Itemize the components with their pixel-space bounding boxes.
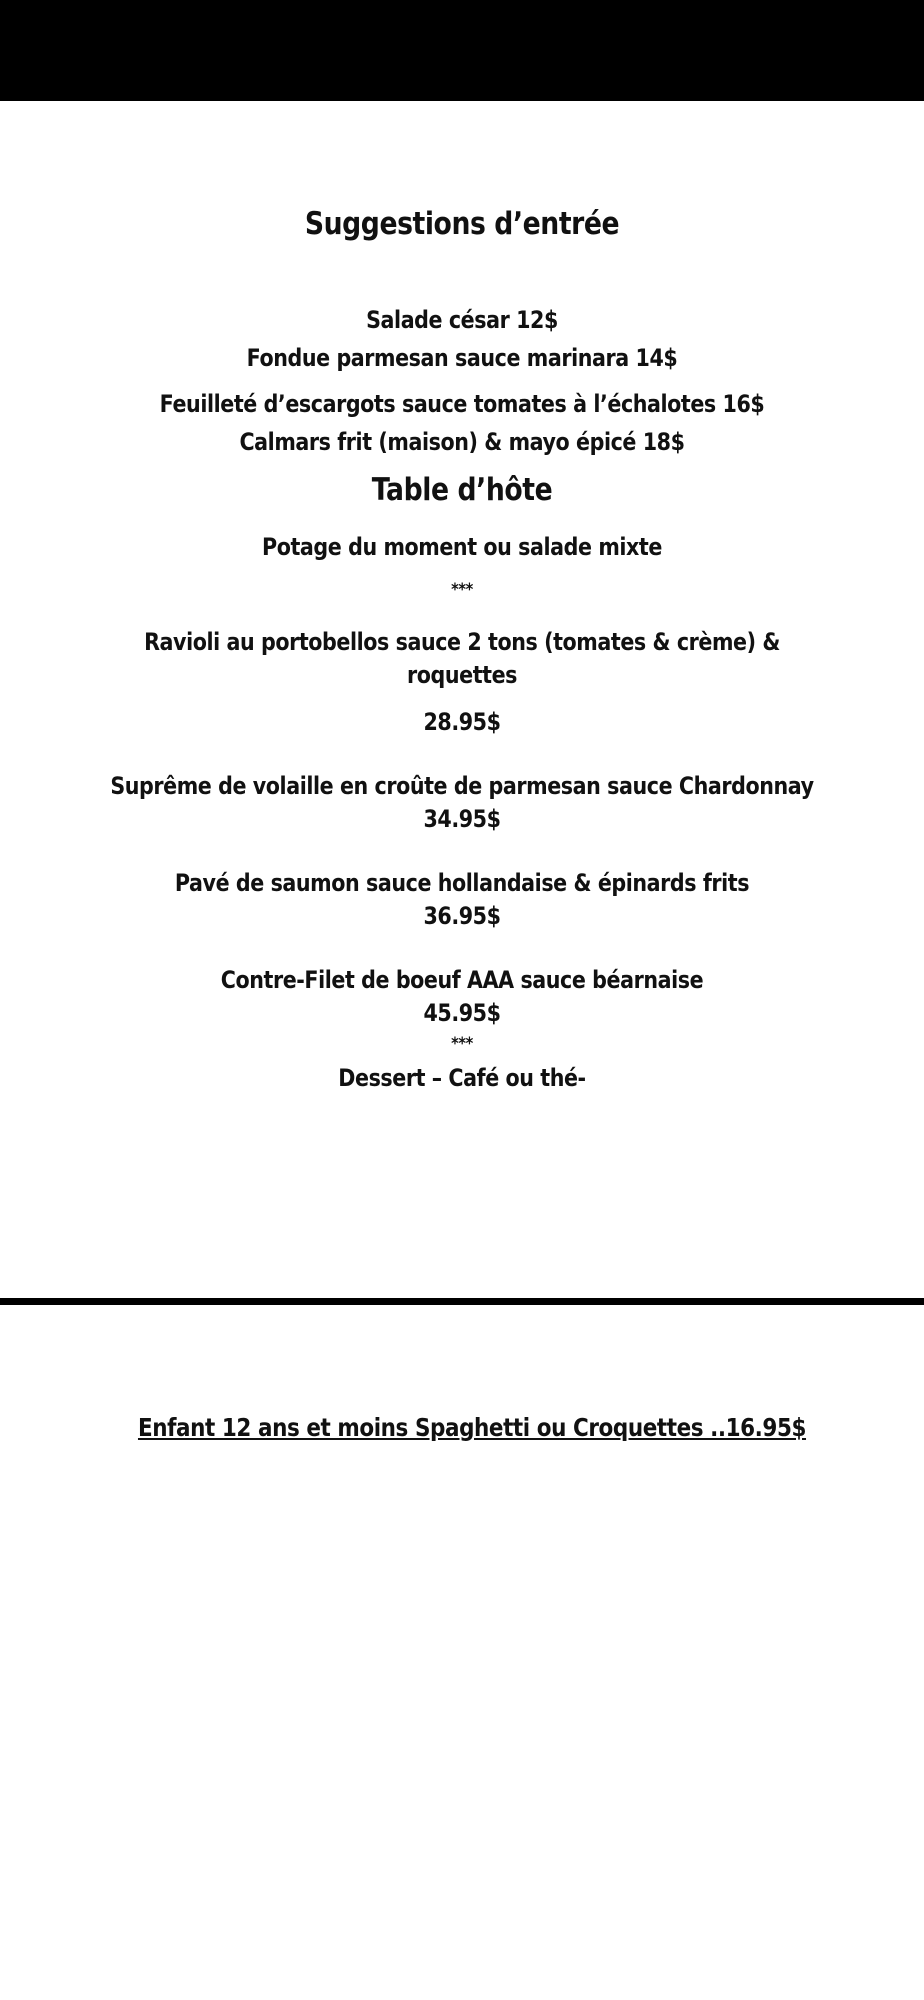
kids-menu-line: Enfant 12 ans et moins Spaghetti ou Croquettes ..16.95$ — [137, 1413, 807, 1442]
main-2-name: Suprême de volaille en croûte de parmesan sauce Chardonnay — [110, 772, 814, 800]
table-hote-starter: Potage du moment ou salade mixte — [262, 533, 662, 561]
table-hote-title: Table d’hôte — [371, 472, 553, 508]
main-3-name: Pavé de saumon sauce hollandaise & épinards frits — [174, 869, 750, 897]
entree-item-3: Feuilleté d’escargots sauce tomates à l’échalotes 16$ — [159, 390, 765, 418]
main-3-price: 36.95$ — [423, 902, 501, 930]
section-divider — [0, 1298, 924, 1305]
main-1-line1: Ravioli au portobellos sauce 2 tons (tomates & crème) & — [144, 628, 780, 656]
entree-item-1: Salade césar 12$ — [366, 306, 558, 334]
main-2-price: 34.95$ — [423, 805, 501, 833]
main-4-price: 45.95$ — [423, 999, 501, 1027]
separator-stars: *** — [451, 580, 473, 600]
dessert-line: Dessert – Café ou thé- — [338, 1064, 586, 1092]
main-1-line2: roquettes — [407, 661, 517, 689]
entrees-title: Suggestions d’entrée — [304, 206, 620, 242]
entree-item-2: Fondue parmesan sauce marinara 14$ — [246, 344, 678, 372]
main-4-name: Contre-Filet de boeuf AAA sauce béarnaise — [220, 966, 704, 994]
top-black-bar — [0, 0, 924, 101]
entree-item-4: Calmars frit (maison) & mayo épicé 18$ — [239, 428, 685, 456]
main-1-price: 28.95$ — [423, 708, 501, 736]
separator-stars-2: *** — [451, 1034, 473, 1054]
